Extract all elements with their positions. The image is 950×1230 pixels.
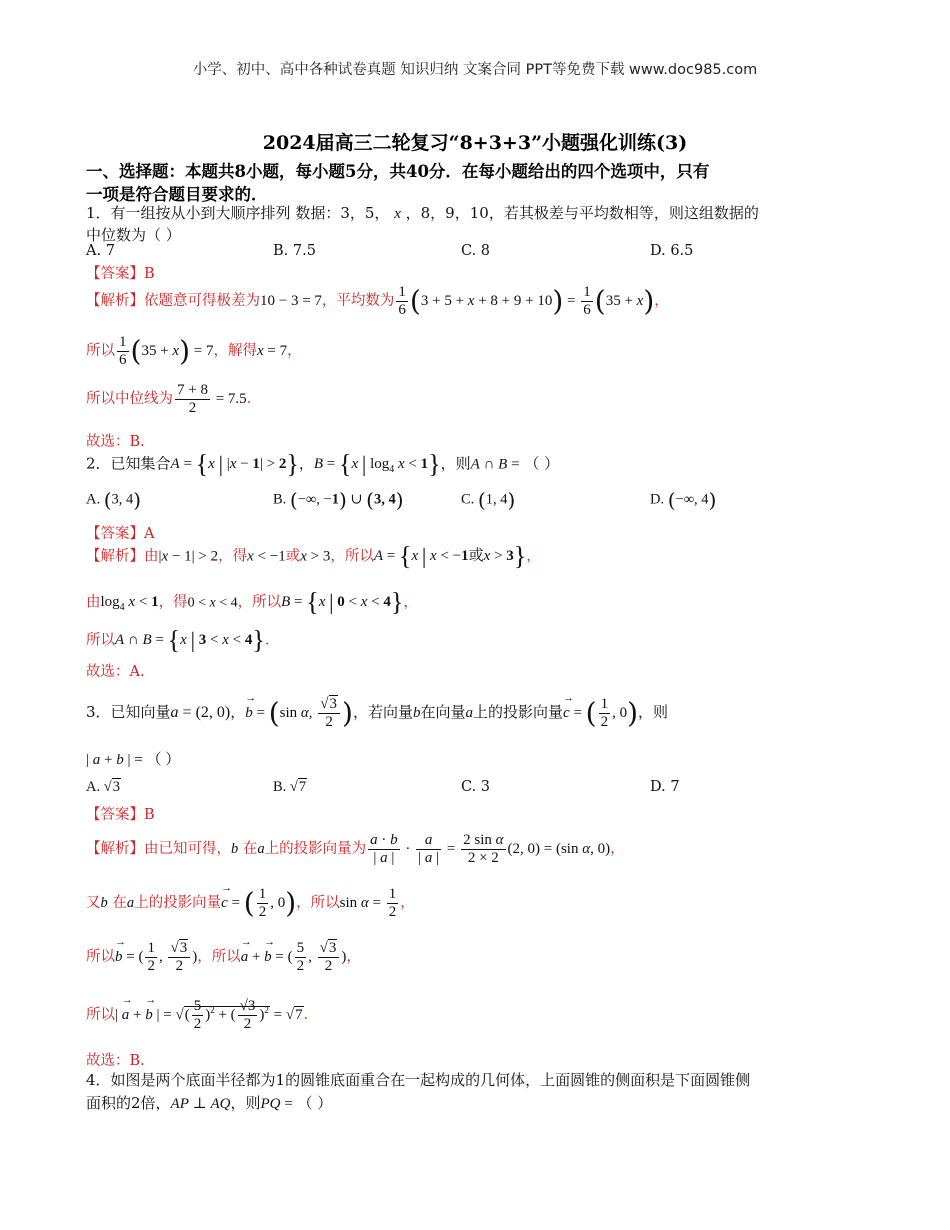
q1-conclusion: 故选：B. [86,434,145,450]
q1-stem-line2: 中位数为（ ） [86,226,181,244]
page-title: 2024届高三二轮复习“8+3+3”小题强化训练(3) [262,132,688,154]
q3-answer: 【答案】B [86,807,155,823]
q1-option-a: A. 7 [86,243,115,259]
q1-stem-line1: 1．有一组按从小到大顺序排列 数据：3，5， x ，8，9，10，若其极差与平均数相等，则这组数据的 [86,204,759,222]
q3-solution-line4: 所以| → a + → b | = √( $\frac{5}{2}$ )$^2$ + ( $\frac{√3}{2}$ )$^2$ = √7． [86,998,318,1034]
q3-stem-line2: | a + b | = （ ） [86,752,181,768]
q2-stem: 2．已知集合A = {x | |x − 1| > 2}，B = {x | $\log_4 x < 1$}，则A ∩ B = （ ） [86,450,560,479]
q3-solution-line1: 【解析】由已知可得，b 在a上的投影向量为 $\frac{a \cdot b}{| a |}$ · $\frac{a}{| a |}$ = $\frac{\text{2 sin α}}{2 \times 2}$ (2, 0) = (sin α, 0)， [86,832,625,867]
q1-option-c: C. 8 [461,243,491,259]
q2-solution-line3: 所以A ∩ B = {x | 3 < x < 4}． [86,626,280,655]
q3-option-a: A. √3 [86,779,120,795]
q1-option-b: B. 7.5 [273,243,316,259]
q2-solution-line1: 【解析】由|x − 1| > 2，得x < −1或x > 3，所以A = {x | x < −1或x > 3}， [86,542,541,571]
q2-conclusion: 故选：A. [86,664,145,680]
q3-conclusion: 故选：B. [86,1053,145,1069]
q1-solution-line3: 所以中位线为 $\frac{7 + 8}{2}$ = 7.5． [86,382,262,417]
q3-solution-line2: 又b 在a上的投影向量→ c = ( $\frac{1}{2}$ , 0)，所以sin α = $\frac{1}{2}$ ， [86,886,415,922]
q2-option-b: B. (−∞, −1) ∪ (3, 4) [273,488,404,512]
q3-solution-line3: 所以→ b = ( $\frac{1}{2}$ , $\frac{√3}{2}$ )，所以→ a + → b = ( $\frac{5}{2}$ , $\frac{√3}{2}$ )， [86,940,361,976]
q2-solution-line2: 由$\log_4 x < 1$，得0 < x < 4，所以B = {x | 0 < x < 4}， [86,588,418,617]
q3-stem-line1: 3．已知向量a = (2, 0)，→ b = (sin α, $\frac{√3}{2}$ )，若向量b在向量a上的投影向量→ c = ( $\frac{1}{2}$ , 0)，则 [86,696,668,732]
q1-solution-line1: 【解析】依题意可得极差为10 − 3 = 7，平均数为 $\frac{1}{6}$ (3 + 5 + x + 8 + 9 + 10) = $\frac{1}{6}$ (35 + x)， [86,284,669,319]
q4-stem-line1: 4．如图是两个底面半径都为1的圆锥底面重合在一起构成的几何体，上面圆锥的侧面积是下面圆锥侧 [86,1071,751,1089]
q3-option-d: D. 7 [650,779,680,795]
q1-solution-line2: 所以 $\frac{1}{6}$ (35 + x) = 7，解得x = 7， [86,334,302,369]
q1-option-d: D. 6.5 [650,243,694,259]
site-banner: 小学、初中、高中各种试卷真题 知识归纳 文案合同 PPT等免费下载 www.doc985.com [192,62,758,78]
section-heading-line1: 一、选择题：本题共8小题，每小题5分，共40分．在每小题给出的四个选项中，只有 [86,162,710,181]
section-heading-line2: 一项是符合题目要求的． [86,185,268,204]
q3-option-c: C. 3 [461,779,491,795]
q1-answer: 【答案】B [86,266,155,282]
q2-option-c: C. (1, 4) [461,488,516,512]
q2-option-a: A. (3, 4) [86,488,142,512]
q3-option-b: B. √7 [273,779,307,795]
q4-stem-line2: 面积的2倍，AP ⊥ AQ，则PQ = （ ） [86,1094,333,1112]
q2-answer: 【答案】A [86,526,155,542]
q2-option-d: D. (−∞, 4) [650,488,717,512]
